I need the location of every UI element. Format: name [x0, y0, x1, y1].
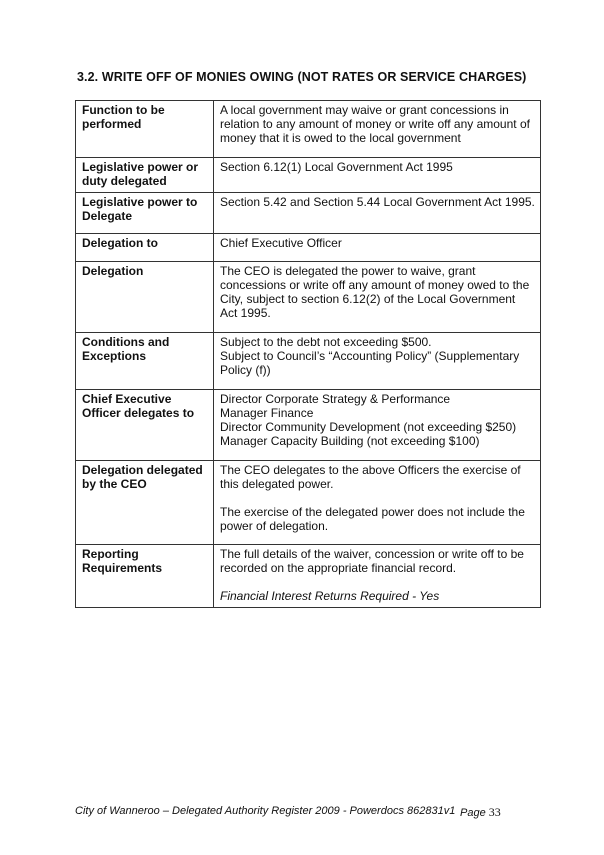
content-text: The full details of the waiver, concession or write off to be recorded on the appropriate financial record.	[220, 547, 524, 575]
page-number	[460, 805, 501, 820]
content-text: The CEO delegates to the above Officers the exercise of this delegated power.	[220, 463, 521, 491]
row-label: Conditions and Exceptions	[76, 333, 214, 390]
content-text: Section 6.12(1) Local Government Act 1995	[220, 160, 453, 174]
row-content	[214, 262, 541, 333]
table-row	[76, 262, 541, 333]
content-text: The exercise of the delegated power does not include the power of delegation.	[220, 505, 525, 533]
content-text: The CEO is delegated the power to waive, grant concessions or write off any amount of money owed to the City, subject to section 6.12(2) of the Local Government Act 1995.	[220, 264, 530, 320]
table-row	[76, 390, 541, 461]
table-row	[76, 234, 541, 262]
row-label: Legislative power or duty delegated	[76, 158, 214, 193]
row-content	[214, 234, 541, 262]
row-label: Delegation to	[76, 234, 214, 262]
content-text: Chief Executive Officer	[220, 236, 342, 250]
delegation-table	[75, 100, 541, 608]
content-text-italic: Financial Interest Returns Required - Yes	[220, 589, 440, 603]
content-text: Section 5.42 and Section 5.44 Local Government Act 1995.	[220, 195, 535, 209]
content-text: Director Corporate Strategy & Performance Manager Finance Director Community Development (not exceeding $250) Manager Capacity Building (not exceeding $100)	[220, 392, 517, 448]
table-row	[76, 461, 541, 545]
row-label: Function to be performed	[76, 101, 214, 158]
table-row	[76, 193, 541, 234]
section-heading: 3.2. WRITE OFF OF MONIES OWING (NOT RATES OR SERVICE CHARGES)	[77, 70, 527, 84]
table-row	[76, 158, 541, 193]
row-content	[214, 390, 541, 461]
row-label: Reporting Requirements	[76, 545, 214, 608]
row-content	[214, 193, 541, 234]
row-content	[214, 545, 541, 608]
footer-text: City of Wanneroo – Delegated Authority Register 2009 - Powerdocs 862831v1	[75, 805, 456, 817]
table-row	[76, 333, 541, 390]
row-label: Chief Executive Officer delegates to	[76, 390, 214, 461]
row-label: Legislative power to Delegate	[76, 193, 214, 234]
content-text: Subject to the debt not exceeding $500. Subject to Council’s “Accounting Policy” (Supplementary Policy (f))	[220, 335, 520, 377]
row-content	[214, 461, 541, 545]
table-row	[76, 545, 541, 608]
row-content	[214, 333, 541, 390]
row-content	[214, 158, 541, 193]
content-text: A local government may waive or grant concessions in relation to any amount of money or write off any amount of money that it is owed to the local government	[220, 103, 530, 145]
page-label: Page	[460, 807, 486, 819]
table-row	[76, 101, 541, 158]
row-label: Delegation delegated by the CEO	[76, 461, 214, 545]
page-number-value: 33	[488, 805, 501, 819]
row-content	[214, 101, 541, 158]
row-label: Delegation	[76, 262, 214, 333]
